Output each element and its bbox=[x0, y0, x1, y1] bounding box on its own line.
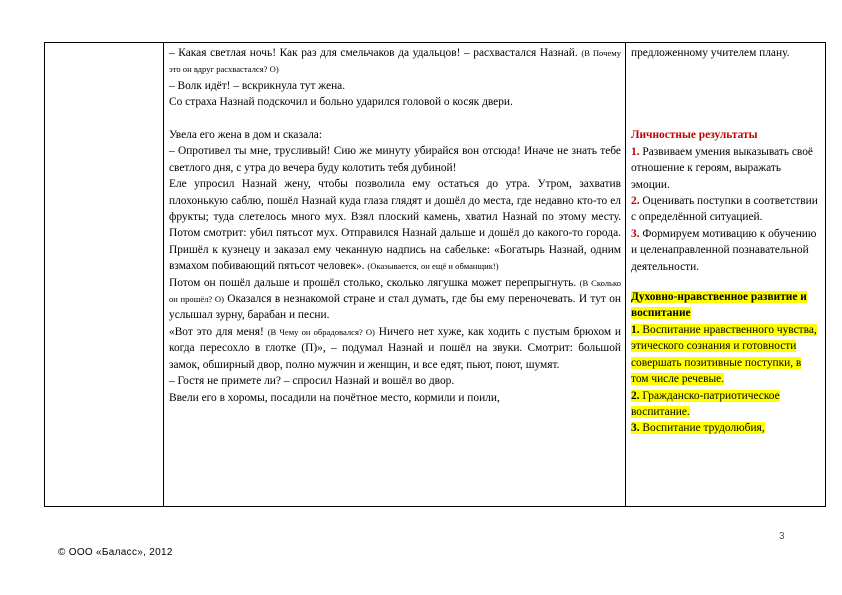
paragraph: Увела его жена в дом и сказала: bbox=[169, 129, 323, 142]
paragraph: Ввели его в хоромы, посадили на почётное место, кормили и поили, bbox=[169, 391, 500, 404]
top-text: предложенному учителем плану. bbox=[631, 47, 790, 59]
spiritual-item: 3. Воспитание трудолюбия, bbox=[631, 422, 765, 435]
paragraph: Потом он пошёл дальше и прошёл столько, сколько лягушка может перепрыгнуть. (В Сколько он прошёл? О) Оказался в незнакомой стране и стал думать, где бы ему переночевать. И тут он услышал зурну, барабан и песни. bbox=[169, 276, 622, 322]
results-column bbox=[626, 43, 825, 506]
teacher-note: (В Почему это он вдруг расхвастался? О) bbox=[169, 48, 621, 75]
teacher-note: (Оказывается, он ещё и обманщик!) bbox=[367, 261, 499, 272]
page-number: 3 bbox=[779, 531, 785, 542]
empty-column bbox=[45, 43, 164, 506]
personal-results-heading: Личностные результаты bbox=[631, 129, 758, 142]
personal-item: 2. Оценивать поступки в соответствии с определённой ситуацией. bbox=[631, 195, 818, 224]
copyright-footer: © ООО «Баласс», 2012 bbox=[58, 547, 173, 558]
results-text bbox=[631, 45, 821, 437]
paragraph: Со страха Назнай подскочил и больно ударился головой о косяк двери. bbox=[169, 96, 513, 109]
lesson-table bbox=[44, 42, 826, 507]
paragraph: Еле упросил Назнай жену, чтобы позволила ему остаться до утра. Утром, захватив плохонькую саблю, пошёл Назнай куда глаза глядят и дошёл до места, где недавно кто-то ел фрукты; туда слетелось много мух. Взял плоский камень, хватил Назнай по этому месту. Потом смотрит: убил пятьсот мух. Отправился Назнай дальше и дошёл до какого-то города. Пришёл к кузнецу и заказал ему чеканную надпись на сабельке: «Богатырь Назнай, одним взмахом побивающий пятьсот человек». (Оказывается, он ещё и обманщик!) bbox=[169, 178, 621, 273]
spiritual-item: 2. Гражданско-патриотическое воспитание. bbox=[631, 389, 780, 418]
story-text bbox=[169, 45, 621, 406]
spiritual-heading: Духовно-нравственное развитие и воспитание bbox=[631, 291, 807, 320]
paragraph: – Волк идёт! – вскрикнула тут жена. bbox=[169, 79, 346, 92]
personal-item: 3. Формируем мотивацию к обучению и целенаправленной познавательной деятельности. bbox=[631, 227, 817, 273]
spiritual-item: 1. Воспитание нравственного чувства, этического сознания и готовности совершать позитивные поступки, в том числе речевые. bbox=[631, 323, 817, 386]
teacher-note: (В Сколько он прошёл? О) bbox=[169, 277, 622, 305]
story-text-column bbox=[164, 43, 626, 506]
paragraph: – Гостя не примете ли? – спросил Назнай и вошёл во двор. bbox=[169, 375, 455, 388]
paragraph: «Вот это для меня! (В Чему он обрадовался? О) Ничего нет хуже, как ходить с пустым брюхом и когда пересохло в глотке (П)», – подумал Назнай и пошёл на звуки. Смотрит: большой замок, обширный двор, полно мужчин и женщин, и все едят, пьют, поют, шумят. bbox=[169, 325, 621, 371]
paragraph: – Какая светлая ночь! Как раз для смельчаков да удальцов! – расхвастался Назнай. (В Почему это он вдруг расхвастался? О) bbox=[169, 47, 621, 75]
teacher-note: (В Чему он обрадовался? О) bbox=[267, 326, 375, 337]
paragraph: – Опротивел ты мне, трусливый! Сию же минуту убирайся вон отсюда! Иначе не знать тебе светлого дня, с утра до вечера буду колотить тебя дубиной! bbox=[169, 145, 621, 174]
personal-item: 1. Развиваем умения выказывать своё отношение к героям, выражать эмоции. bbox=[631, 145, 813, 191]
